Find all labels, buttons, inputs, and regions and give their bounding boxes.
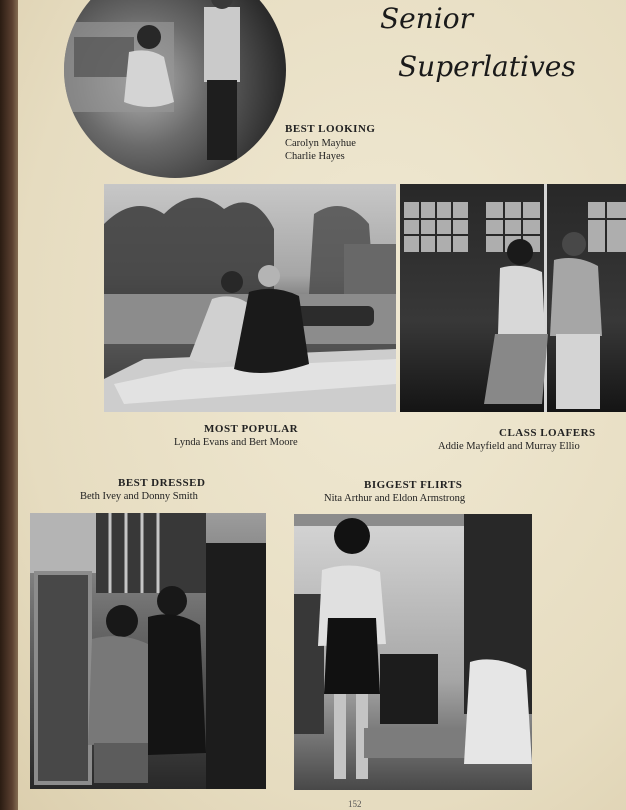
best-dressed-title: BEST DRESSED — [118, 477, 206, 489]
most-popular-names: Lynda Evans and Bert Moore — [174, 437, 298, 448]
heading-senior: Senior — [380, 2, 473, 35]
best-looking-name-1: Carolyn Mayhue — [285, 138, 356, 149]
best-dressed-scene — [30, 513, 266, 789]
class-loafers-title: CLASS LOAFERS — [499, 427, 596, 439]
most-popular-photo — [104, 184, 396, 412]
most-popular-scene — [104, 184, 396, 412]
biggest-flirts-title: BIGGEST FLIRTS — [364, 479, 463, 491]
biggest-flirts-names: Nita Arthur and Eldon Armstrong — [324, 493, 466, 504]
page-number: 152 — [348, 799, 362, 809]
best-dressed-photo — [30, 513, 266, 789]
yearbook-page — [18, 0, 626, 810]
most-popular-title: MOST POPULAR — [204, 423, 299, 435]
biggest-flirts-scene — [294, 514, 532, 790]
class-loafers-names: Addie Mayfield and Murray Ellio — [438, 441, 580, 452]
best-looking-name-2: Charlie Hayes — [285, 151, 345, 162]
class-loafers-photo — [400, 184, 626, 412]
best-dressed-names: Beth Ivey and Donny Smith — [80, 491, 198, 502]
best-looking-figures — [64, 0, 286, 178]
biggest-flirts-photo — [294, 514, 532, 790]
heading-superlatives: Superlatives — [398, 50, 576, 83]
best-looking-photo — [64, 0, 286, 178]
class-loafers-scene — [400, 184, 626, 412]
best-looking-title: BEST LOOKING — [285, 123, 376, 135]
